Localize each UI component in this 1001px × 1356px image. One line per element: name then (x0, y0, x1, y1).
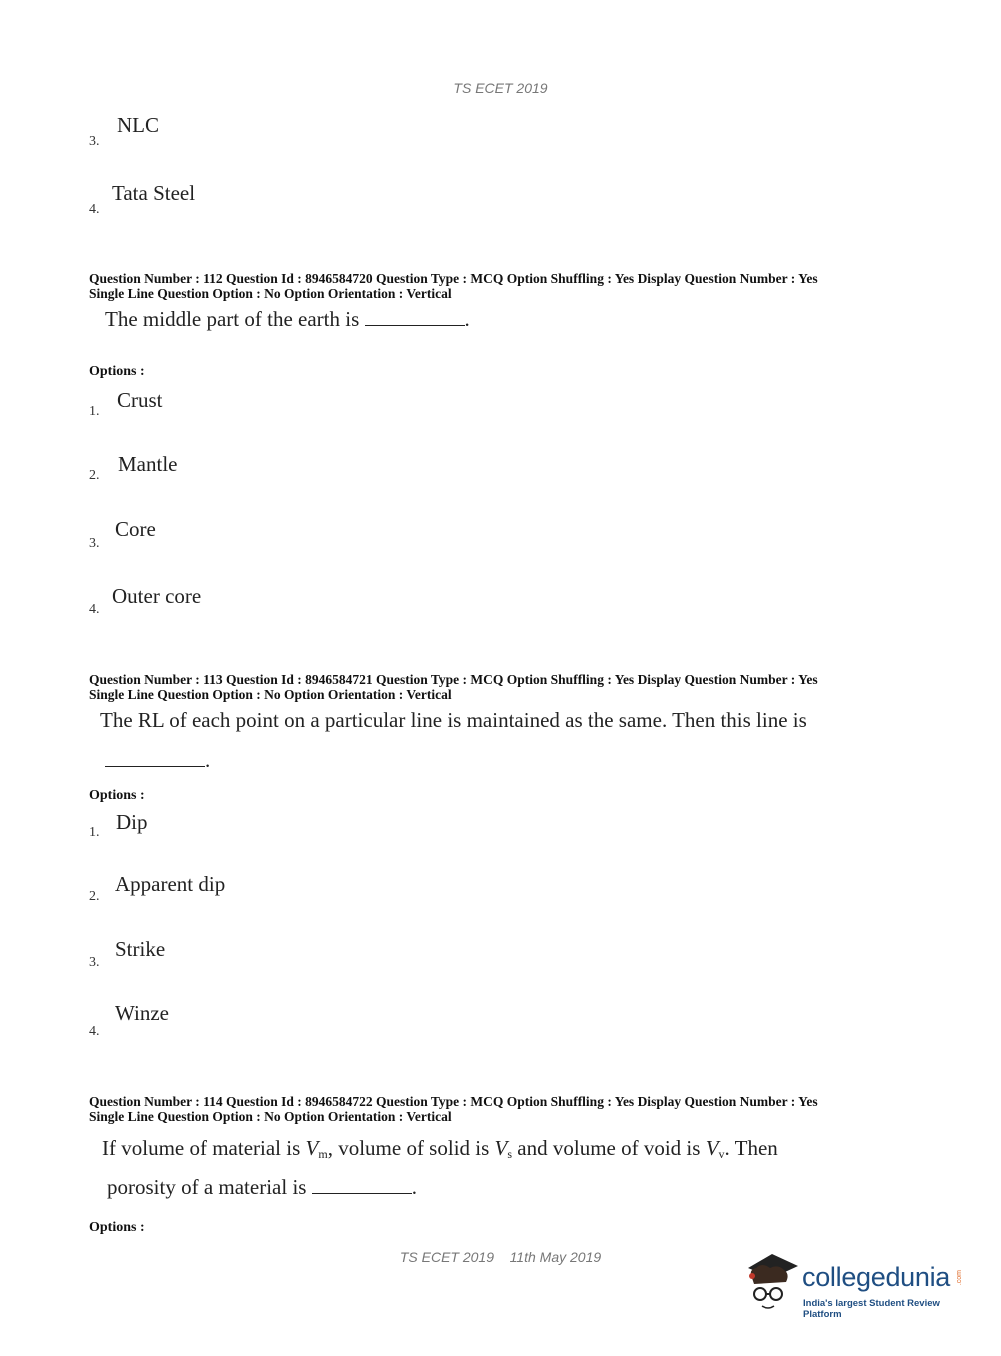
footer-date: 11th May 2019 (509, 1249, 602, 1265)
question-113-options-label: Options : (89, 788, 145, 803)
q112-option-4-text: Outer core (112, 584, 202, 608)
question-114-meta-line2: Single Line Question Option : No Option Orientation : Vertical (89, 1109, 452, 1124)
collegedunia-logo (742, 1250, 967, 1320)
logo-wordmark: collegedunia (802, 1262, 951, 1292)
variable-vs (495, 1136, 513, 1160)
answer-blank (365, 325, 465, 326)
variable-vv (706, 1136, 725, 1160)
q112-option-2-number: 2. (89, 468, 100, 483)
q113-option-1-number: 1. (89, 825, 100, 840)
logo-dotcom: .com (956, 1270, 963, 1286)
question-113-blank: . (105, 748, 210, 773)
question-113-meta (89, 672, 818, 702)
mascot-icon (742, 1250, 802, 1316)
q114-text-part-b: , volume of solid is (327, 1136, 490, 1160)
question-112-meta (89, 271, 818, 301)
variable-vv-letter: V (705, 1136, 719, 1160)
q113-option-2-text: Apparent dip (115, 872, 226, 896)
variable-vs-subscript: s (507, 1147, 513, 1161)
q114-text-part-d: . Then (724, 1136, 778, 1160)
logo-tagline: India's largest Student Review Platform (803, 1298, 940, 1320)
question-114-options-label: Options : (89, 1220, 145, 1235)
question-113-meta-line1: Question Number : 113 Question Id : 8946584721 Question Type : MCQ Option Shuffling : Yes Display Question Number : Yes (89, 672, 818, 687)
question-112-stem: The middle part of the earth is (105, 307, 360, 331)
question-112-meta-line1: Question Number : 112 Question Id : 8946584720 Question Type : MCQ Option Shuffling : Yes Display Question Number : Yes (89, 271, 818, 286)
q113-option-4-number: 4. (89, 1024, 100, 1039)
q114-text-part-a: If volume of material is (102, 1136, 301, 1160)
q112-option-3-number: 3. (89, 536, 100, 551)
q114-text-line2: porosity of a material is (107, 1175, 307, 1199)
footer-title: TS ECET 2019 (399, 1249, 494, 1265)
answer-blank (312, 1193, 412, 1194)
question-112-text: The middle part of the earth is . (105, 307, 470, 331)
prev-option-4-text: Tata Steel (112, 181, 196, 205)
variable-vm-letter: V (305, 1136, 319, 1160)
question-113-meta-line2: Single Line Question Option : No Option Orientation : Vertical (89, 687, 452, 702)
variable-vs-letter: V (494, 1136, 508, 1160)
page-header: TS ECET 2019 (453, 80, 548, 96)
q114-text-part-c: and volume of void is (517, 1136, 701, 1160)
q113-option-3-text: Strike (115, 937, 166, 961)
q113-option-2-number: 2. (89, 889, 100, 904)
variable-vm (306, 1136, 328, 1160)
prev-option-3-text: NLC (117, 113, 159, 137)
q113-option-4-text: Winze (115, 1001, 169, 1025)
question-114-text-line2: porosity of a material is . (107, 1175, 417, 1199)
q112-option-2-text: Mantle (118, 452, 178, 476)
variable-vv-subscript: v (718, 1147, 725, 1161)
prev-option-3-number: 3. (89, 134, 100, 149)
question-114-text-line1 (102, 1136, 778, 1162)
prev-option-4-number: 4. (89, 202, 100, 217)
q113-option-3-number: 3. (89, 955, 100, 970)
q113-option-1-text: Dip (116, 810, 148, 834)
q112-option-3-text: Core (115, 517, 156, 541)
answer-blank (105, 766, 205, 767)
question-112-options-label: Options : (89, 364, 145, 379)
question-114-meta-line1: Question Number : 114 Question Id : 8946584722 Question Type : MCQ Option Shuffling : Yes Display Question Number : Yes (89, 1094, 818, 1109)
question-113-text: The RL of each point on a particular line is maintained as the same. Then this line is (100, 708, 807, 732)
variable-vm-subscript: m (318, 1147, 328, 1161)
q112-option-1-text: Crust (117, 388, 163, 412)
q112-option-4-number: 4. (89, 602, 100, 617)
question-112-meta-line2: Single Line Question Option : No Option Orientation : Vertical (89, 286, 452, 301)
q112-option-1-number: 1. (89, 404, 100, 419)
question-114-meta (89, 1094, 818, 1124)
